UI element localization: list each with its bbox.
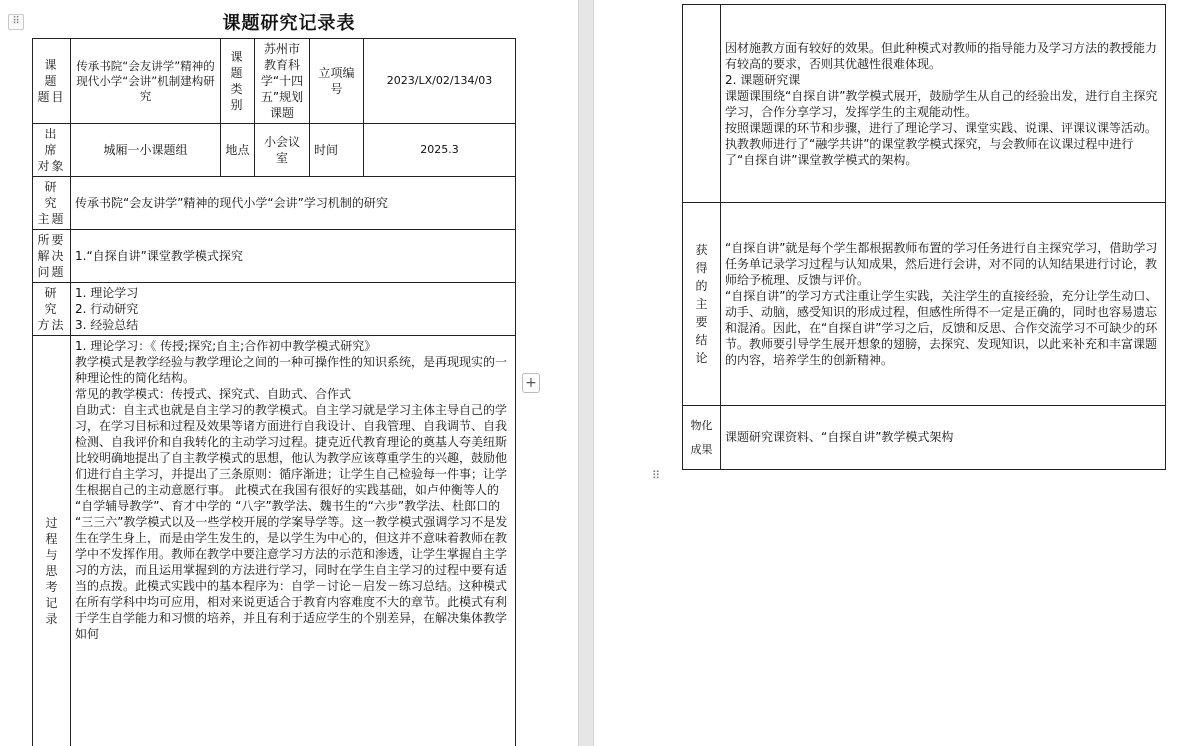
process-paragraph: 常见的教学模式：传授式、探究式、自助式、合作式 <box>75 387 352 401</box>
research-method-label: 研 究 方法 <box>33 283 71 336</box>
research-method-list[interactable] <box>71 283 516 336</box>
location-label: 地点 <box>221 124 255 177</box>
research-theme-label: 研 究 主题 <box>33 177 71 230</box>
conclusion-content[interactable] <box>721 203 1166 406</box>
location-value[interactable]: 小会议室 <box>255 124 310 177</box>
project-number-value[interactable]: 2023/LX/02/134/03 <box>364 39 516 124</box>
conclusion-paragraph: “自探自讲”就是每个学生都根据教师布置的学习任务进行自主探究学习，借助学习任务单记录学习过程与认知成果，然后进行会讲，对不同的认知结果进行讨论，教师给予梳理、反馈与评价。 <box>725 240 1158 287</box>
process-paragraph: 因材施教方面有较好的效果。但此种模式对教师的指导能力及学习方法的教授能力有较高的要求，否则其优越性很难体现。 <box>725 40 1158 71</box>
topic-label: 课 题 题目 <box>33 39 71 124</box>
process-continued-label <box>683 5 721 203</box>
table-row <box>33 230 516 283</box>
record-table <box>32 38 516 746</box>
topic-value[interactable]: 传承书院“会友讲学”精神的现代小学“会讲”机制建构研究 <box>71 39 221 124</box>
table-select-handle-icon[interactable]: ⠿ <box>8 14 24 30</box>
process-record-content[interactable] <box>71 336 516 746</box>
process-paragraph: 自助式：自主式也就是自主学习的教学模式。自主学习就是学习主体主导自己的学习，在学习目标和过程及效果等诸方面进行自我设计、自我管理、自我调节、自我检测、自我评价和自我转化的主动学习过程。捷克近代教育理论的奠基人夸美纽斯比较明确地提出了自主教学模式的思想，他认为教学应该尊重学生的兴趣，鼓励他们进行自主学习，并提出了三条原则：循序渐进；让学生自己检验每一件事；让学生根据自己的主动意愿行事。 此模式在我国有很好的实践基础，如卢仲衡等人的 “自学辅导教学”、育才中学的 “八字”教学法、魏书生的“六步”教学法、杜郎口的 “三三六”教学模式以及一些学校开展的学案导学等。这一教学模式强调学习不是发生在学生身上，而是由学生发生的，是以学生为中心的，但这并不意味着教师在教学中不发挥作用。教师在教学中要注意学习方法的示范和渗透，让学生掌握自主学习的方法，而且运用掌握到的方法进行学习，同时在学生自主学习的过程中要有适当的点拨。此模式实践中的基本程序为：自学－讨论－启发－练习总结。这种模式在所有学科中均可应用，相对来说更适合于教育内容难度不大的章节。此模式有利于学生自学能力和习惯的培养，并且有利于适应学生的个别差异，在解决集体教学如何 <box>75 403 508 641</box>
process-record-label: 过 程 与 思 考 记 录 <box>33 336 71 746</box>
table-row <box>33 39 516 124</box>
project-number-label: 立项编号 <box>310 39 364 124</box>
process-paragraph: 教学模式是教学经验与教学理论之间的一种可操作性的知识系统，是再现现实的一种理论性的简化结构。 <box>75 355 508 385</box>
results-value[interactable]: 课题研究课资料、“自探自讲”教学模式架构 <box>721 406 1166 470</box>
table-row <box>683 5 1166 203</box>
add-column-button[interactable]: + <box>522 373 540 393</box>
method-item: 3. 经验总结 <box>75 318 139 332</box>
conclusion-paragraph: “自探自讲”的学习方式注重让学生实践，关注学生的直接经验，充分让学生动口、动手、动脑，感受知识的形成过程，但感性所得不一定是正确的，同时也容易遗忘和混淆。因此，在“自探自讲”学习之后，反馈和反思、合作交流学习不可缺少的环节。教师要引导学生展开想象的翅膀，去探究、发现知识，以此来补充和丰富课题的内容，培养学生的创新精神。 <box>725 288 1158 367</box>
category-value[interactable]: 苏州市教育科学“十四五”规划课题 <box>255 39 310 124</box>
method-item: 2. 行动研究 <box>75 302 139 316</box>
table-row <box>683 406 1166 470</box>
table-row <box>33 283 516 336</box>
category-label: 课 题 类别 <box>221 39 255 124</box>
process-heading: 1. 理论学习：《 传授;探究;自主;合作初中教学模式研究》 <box>75 339 377 353</box>
attendees-label: 出 席 对象 <box>33 124 71 177</box>
table-row <box>33 124 516 177</box>
process-continued-content[interactable] <box>721 5 1166 203</box>
time-label: 时间 <box>310 124 364 177</box>
method-item: 1. 理论学习 <box>75 286 139 300</box>
table-row <box>33 177 516 230</box>
table-row <box>33 336 516 746</box>
process-paragraph: 课题课围绕“自探自讲”教学模式展开，鼓励学生从自己的经验出发，进行自主探究学习，合作分享学习，发挥学生的主观能动性。 <box>725 88 1158 119</box>
document-page-left <box>0 0 578 746</box>
record-table-continued <box>682 4 1166 470</box>
results-label: 物化 成果 <box>683 406 721 470</box>
problem-label: 所要 解决 问题 <box>33 230 71 283</box>
attendees-value[interactable]: 城厢一小课题组 <box>71 124 221 177</box>
page-gap <box>578 0 594 746</box>
drag-handle-icon[interactable]: ⠿ <box>652 469 660 482</box>
problem-value[interactable]: 1.“自探自讲”课堂教学模式探究 <box>71 230 516 283</box>
table-row <box>683 203 1166 406</box>
process-paragraph: 按照课题课的环节和步骤，进行了理论学习、课堂实践、说课、评课议课等活动。执教教师进行了“融学共讲”的课堂教学模式探究，与会教师在议课过程中进行了“自探自讲”课堂教学模式的架构。 <box>725 120 1158 167</box>
process-subheading: 2. 课题研究课 <box>725 72 801 87</box>
time-value[interactable]: 2025.3 <box>364 124 516 177</box>
document-title: 课题研究记录表 <box>222 13 356 34</box>
research-theme-value[interactable]: 传承书院“会友讲学”精神的现代小学“会讲”学习机制的研究 <box>71 177 516 230</box>
conclusion-label: 获 得 的 主 要 结 论 <box>683 203 721 406</box>
